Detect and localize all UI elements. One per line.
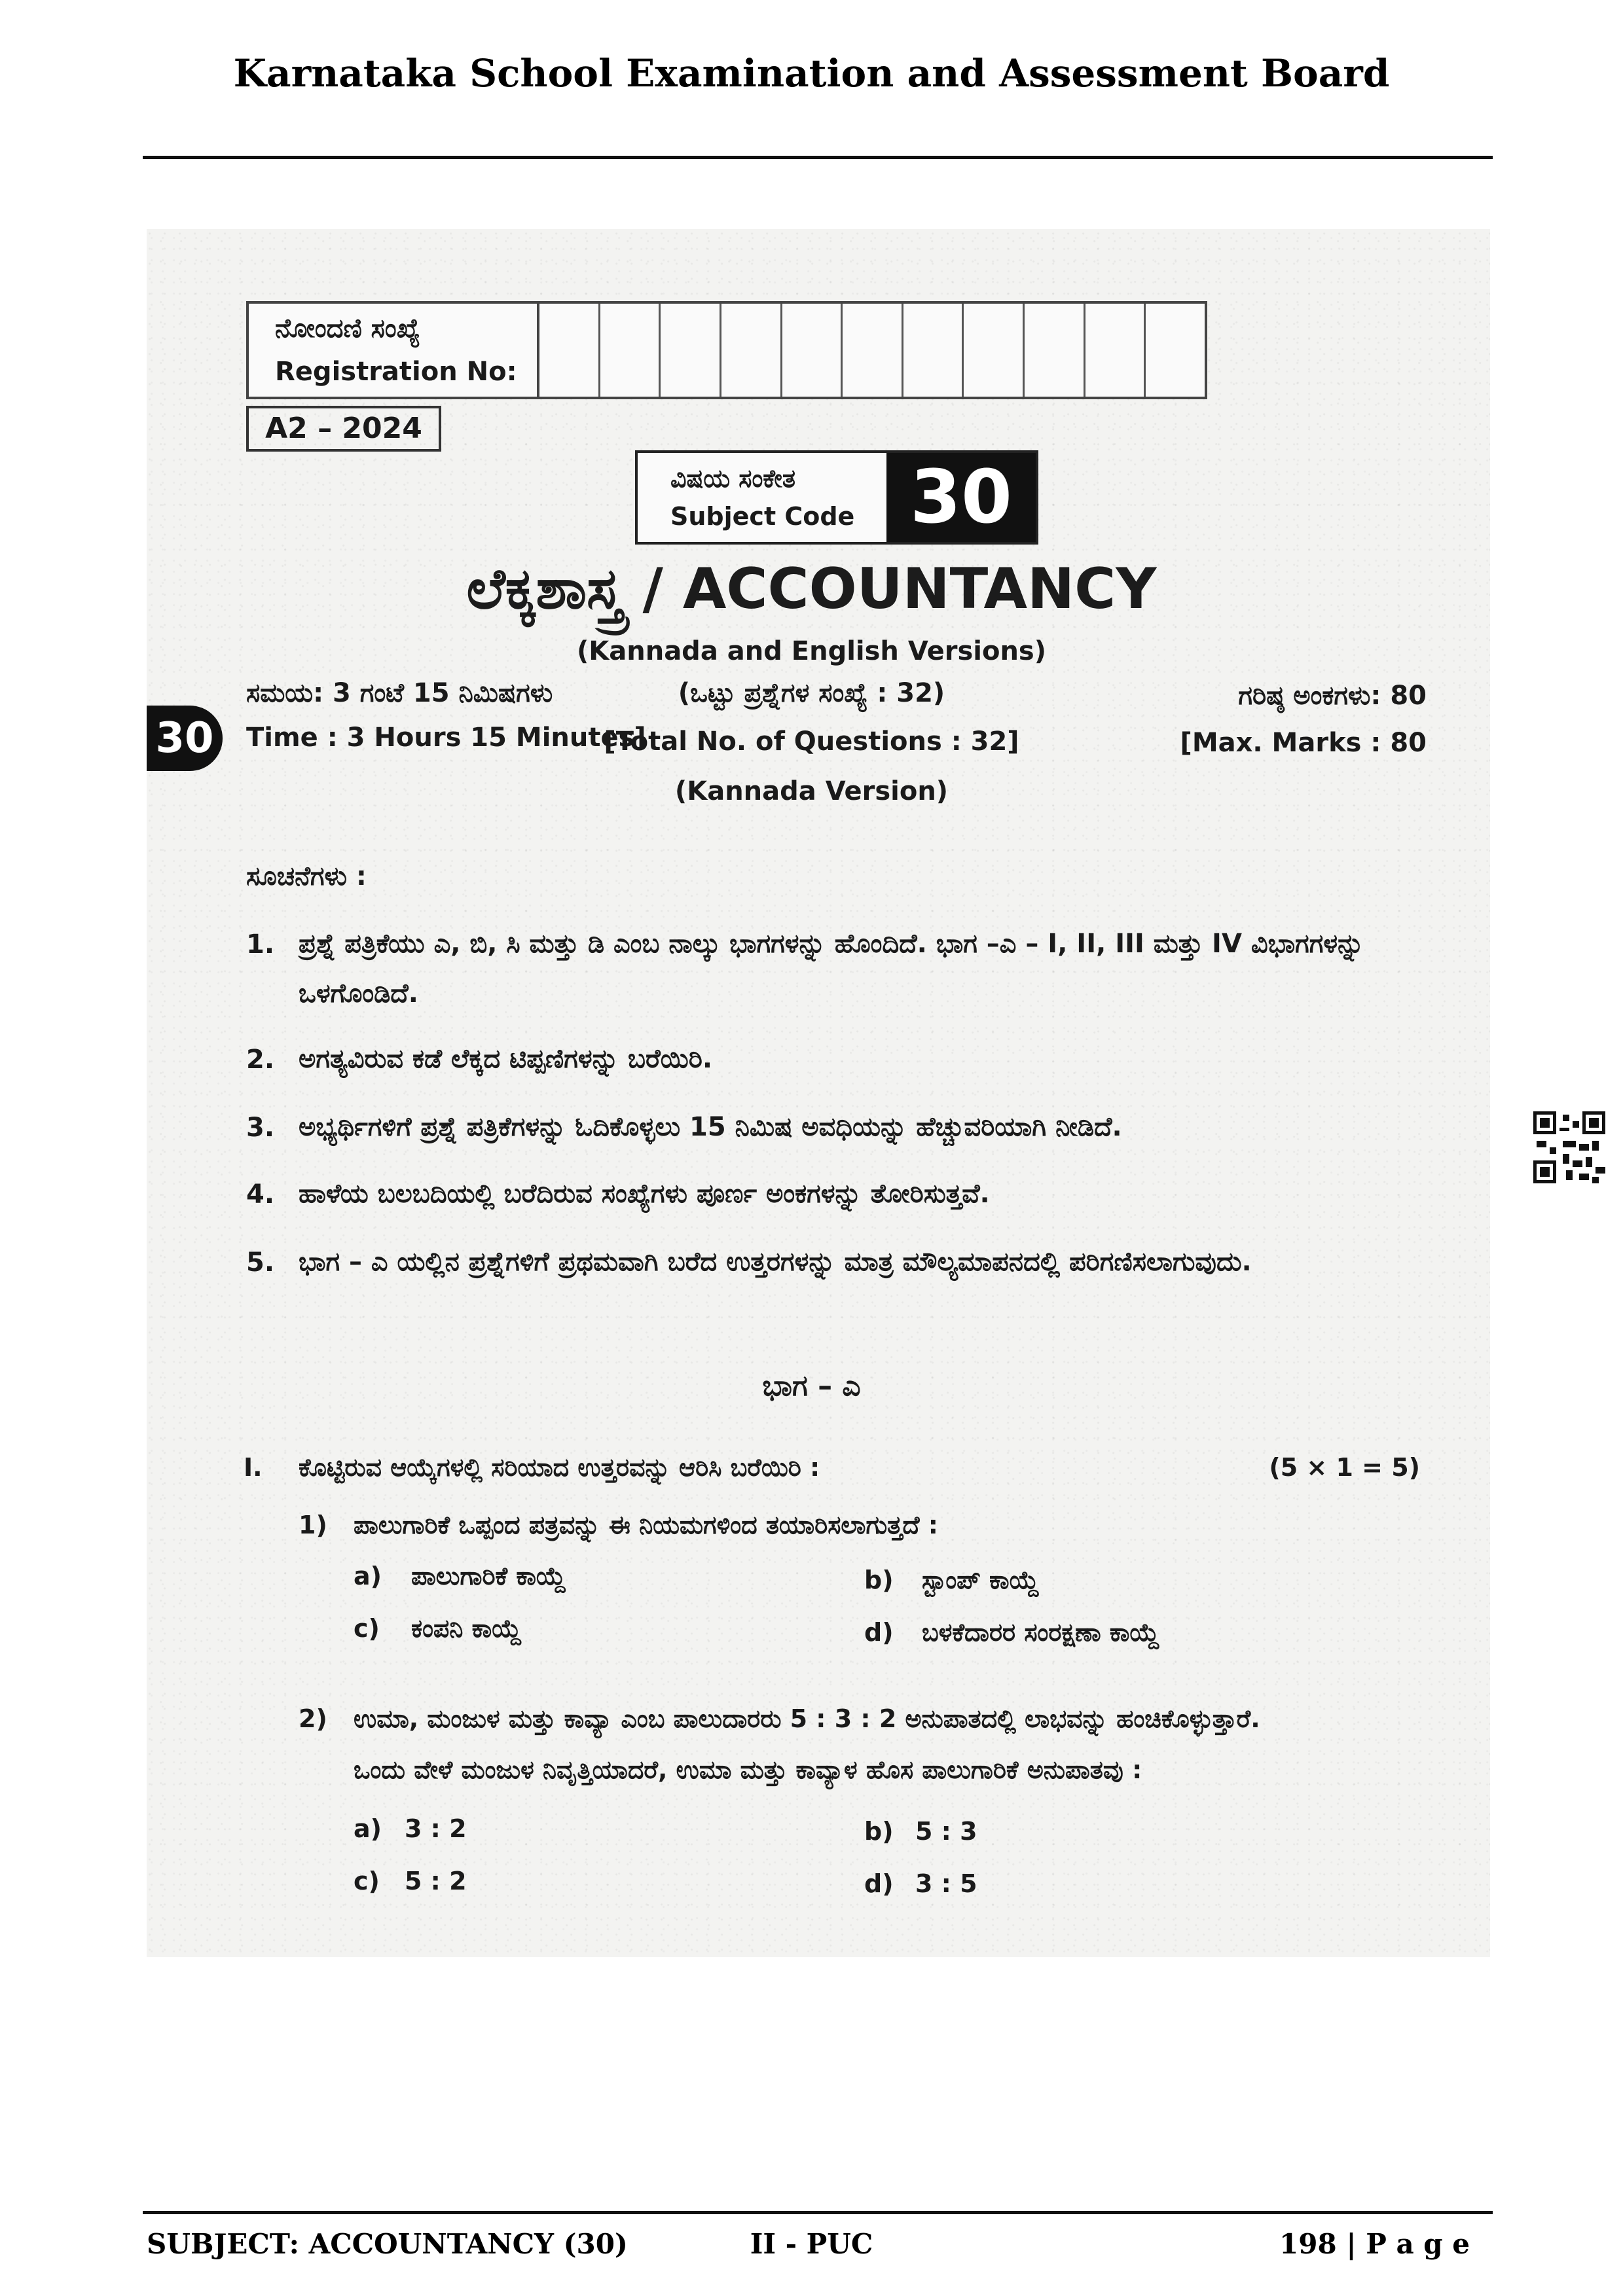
subject-code-label <box>638 453 886 542</box>
option-text: ಪಾಲುಗಾರಿಕೆ ಕಾಯ್ದೆ <box>411 1562 566 1590</box>
registration-box <box>246 301 1207 399</box>
instruction-number: 4. <box>246 1179 275 1210</box>
option-text: 5 : 3 <box>915 1817 977 1846</box>
footer-subject: SUBJECT: ACCOUNTANCY (30) <box>147 2228 628 2260</box>
registration-digit-cell[interactable] <box>964 304 1025 397</box>
registration-label-english: Registration No: <box>275 357 517 387</box>
question-group-text: ಕೊಟ್ಟಿರುವ ಆಯ್ಕೆಗಳಲ್ಲಿ ಸರಿಯಾದ ಉತ್ತರವನ್ನು ಆರಿಸಿ ಬರೆಯಿರಿ : <box>299 1453 820 1482</box>
registration-digit-cell[interactable] <box>1085 304 1146 397</box>
option-label: b) <box>864 1817 894 1846</box>
page-header-title: Karnataka School Examination and Assessment Board <box>233 51 1390 96</box>
instruction-text: ಅಭ್ಯರ್ಥಿಗಳಿಗೆ ಪ್ರಶ್ನೆ ಪತ್ರಿಕೆಗಳನ್ನು ಓದಿಕೊಳ್ಳಲು 15 ನಿಮಿಷ ಅವಧಿಯನ್ನು ಹೆಚ್ಚುವರಿಯಾಗಿ ನೀಡಿದೆ. <box>299 1112 1122 1142</box>
registration-digit-cell[interactable] <box>903 304 964 397</box>
registration-digit-cell[interactable] <box>721 304 782 397</box>
option-text: 5 : 2 <box>405 1867 467 1895</box>
question-text: ಉಮಾ, ಮಂಜುಳ ಮತ್ತು ಕಾವ್ಯಾ ಎಂಬ ಪಾಲುದಾರರು 5 : 3 : 2 ಅನುಪಾತದಲ್ಲಿ ಲಾಭವನ್ನು ಹಂಚಿಕೊಳ್ಳುತ್ತಾರೆ. <box>354 1704 1260 1733</box>
option-label: d) <box>864 1618 894 1647</box>
registration-digit-cell[interactable] <box>539 304 600 397</box>
section-title: ಭಾಗ – ಎ <box>762 1369 861 1403</box>
option-text: ಸ್ಟಾಂಪ್ ಕಾಯ್ದೆ <box>922 1566 1040 1594</box>
option-text: 3 : 5 <box>915 1869 977 1898</box>
option-label: a) <box>354 1562 382 1590</box>
question-text-continued: ಒಂದು ವೇಳೆ ಮಂಜುಳ ನಿವೃತ್ತಿಯಾದರೆ, ಉಮಾ ಮತ್ತು ಕಾವ್ಯಾಳ ಹೊಸ ಪಾಲುಗಾರಿಕೆ ಅನುಪಾತವು : <box>354 1755 1142 1784</box>
time-kannada: ಸಮಯ: 3 ಗಂಟೆ 15 ನಿಮಿಷಗಳು <box>246 678 553 708</box>
question-text: ಪಾಲುಗಾರಿಕೆ ಒಪ್ಪಂದ ಪತ್ರವನ್ನು ಈ ನಿಯಮಗಳಿಂದ ತಯಾರಿಸಲಾಗುತ್ತದೆ : <box>354 1511 938 1539</box>
instruction-number: 1. <box>246 929 275 960</box>
registration-digit-cell[interactable] <box>843 304 903 397</box>
instruction-text: ಅಗತ್ಯವಿರುವ ಕಡೆ ಲೆಕ್ಕದ ಟಿಪ್ಪಣಿಗಳನ್ನು ಬರೆಯಿರಿ. <box>299 1044 713 1074</box>
option-text: ಬಳಕೆದಾರರ ಸಂರಕ್ಷಣಾ ಕಾಯ್ದೆ <box>922 1618 1160 1647</box>
instruction-number: 2. <box>246 1045 275 1075</box>
time-english: Time : 3 Hours 15 Minutes] <box>246 723 646 753</box>
instruction-text: ಭಾಗ – ಎ ಯಲ್ಲಿನ ಪ್ರಶ್ನೆಗಳಿಗೆ ಪ್ರಥಮವಾಗಿ ಬರೆದ ಉತ್ತರಗಳನ್ನು ಮಾತ್ರ ಮೌಲ್ಯಮಾಪನದಲ್ಲಿ ಪರಿಗಣಿಸಲಾಗುವುದು. <box>299 1247 1252 1277</box>
subject-code-number: 30 <box>886 453 1036 542</box>
instruction-number: 3. <box>246 1113 275 1143</box>
question-number: 1) <box>299 1511 327 1539</box>
registration-digit-cell[interactable] <box>1025 304 1085 397</box>
option-text: ಕಂಪನಿ ಕಾಯ್ದೆ <box>411 1614 522 1643</box>
subject-code-box <box>635 450 1038 545</box>
registration-digit-cell[interactable] <box>661 304 721 397</box>
registration-digit-cell[interactable] <box>782 304 843 397</box>
questions-count-english: [Total No. of Questions : 32] <box>604 726 1019 757</box>
registration-digit-cell[interactable] <box>600 304 661 397</box>
instruction-number: 5. <box>246 1247 275 1278</box>
question-group-marks: (5 × 1 = 5) <box>1269 1453 1420 1482</box>
option-label: a) <box>354 1814 382 1843</box>
question-number: 2) <box>299 1704 327 1733</box>
option-label: b) <box>864 1566 894 1594</box>
option-label: c) <box>354 1867 380 1895</box>
footer-class: II - PUC <box>750 2228 873 2260</box>
subject-code-label-english: Subject Code <box>670 502 855 531</box>
version-note: (Kannada Version) <box>674 776 949 806</box>
versions-note: (Kannada and English Versions) <box>576 636 1047 666</box>
questions-count-kannada: (ಒಟ್ಟು ಪ್ರಶ್ನೆಗಳ ಸಂಖ್ಯೆ : 32) <box>678 678 945 708</box>
side-subject-badge: 30 <box>147 706 223 771</box>
footer-page-number: 198 | P a g e <box>1279 2228 1470 2260</box>
paper-code: A2 – 2024 <box>246 406 441 452</box>
instructions-title: ಸೂಚನೆಗಳು : <box>246 861 367 891</box>
instruction-text: ಹಾಳೆಯ ಬಲಬದಿಯಲ್ಲಿ ಬರೆದಿರುವ ಸಂಖ್ಯೆಗಳು ಪೂರ್ಣ ಅಂಕಗಳನ್ನು ತೋರಿಸುತ್ತವೆ. <box>299 1179 990 1209</box>
question-group-number: I. <box>244 1453 263 1482</box>
subject-code-label-kannada: ವಿಷಯ ಸಂಕೇತ <box>670 464 795 493</box>
option-label: d) <box>864 1869 894 1898</box>
instruction-text: ಪ್ರಶ್ನೆ ಪತ್ರಿಕೆಯು ಎ, ಬಿ, ಸಿ ಮತ್ತು ಡಿ ಎಂಬ ನಾಲ್ಕು ಭಾಗಗಳನ್ನು ಹೊಂದಿದೆ. ಭಾಗ –ಎ – I, II, III ಮತ್ತು IV ವಿಭಾಗಗಳನ್ನು ಒಳಗೊಂಡಿದೆ. <box>299 929 1364 1009</box>
registration-digit-cell[interactable] <box>1146 304 1205 397</box>
qr-code-icon[interactable] <box>1533 1111 1605 1183</box>
option-text: 3 : 2 <box>405 1814 467 1843</box>
registration-label <box>249 304 539 397</box>
footer-divider <box>143 2211 1493 2214</box>
subject-title: ಲೆಕ್ಕಶಾಸ್ತ್ರ / ACCOUNTANCY <box>466 556 1157 622</box>
option-label: c) <box>354 1614 380 1643</box>
header-divider <box>143 156 1493 159</box>
registration-label-kannada: ನೋಂದಣಿ ಸಂಖ್ಯೆ <box>275 314 420 344</box>
max-marks-english: [Max. Marks : 80 <box>1180 728 1427 758</box>
max-marks-kannada: ಗರಿಷ್ಠ ಅಂಕಗಳು: 80 <box>1238 681 1427 711</box>
